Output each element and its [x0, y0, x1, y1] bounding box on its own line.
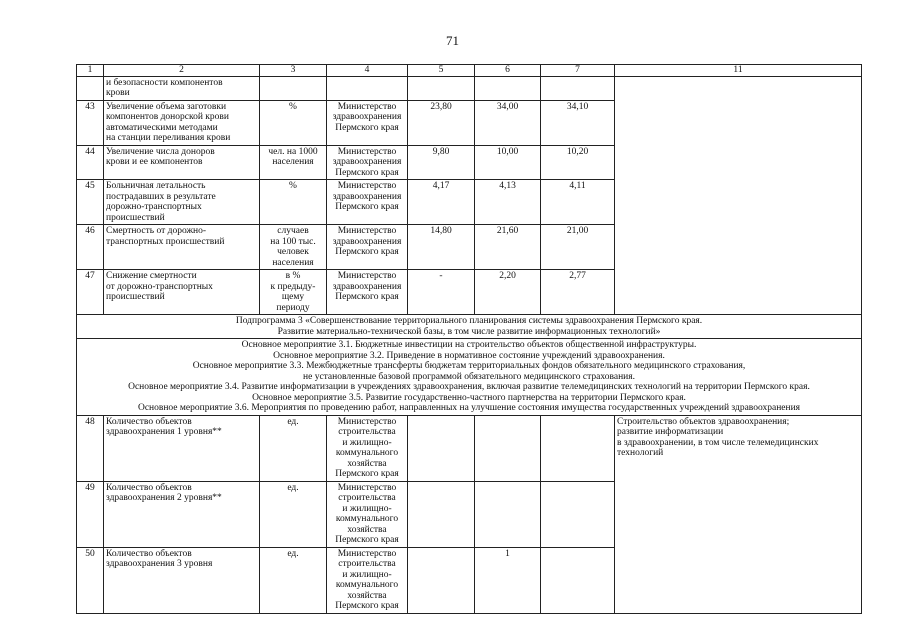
value-cell: 2,20	[475, 270, 541, 315]
unit-cell: ед.	[260, 547, 327, 613]
value-cell	[541, 415, 615, 481]
col11-cell-bottom: Строительство объектов здравоохранения; развитие информатизации в здравоохранении, в том числе телемедицинских технологий	[615, 415, 862, 613]
value-cell: 34,10	[541, 100, 615, 145]
header-row	[77, 65, 862, 77]
subprogram-title: Подпрограмма 3 «Совершенствование территориального планирования системы здравоохранения Пермского края. Развитие материально-технической базы, в том числе развитие информационных технологий»	[77, 315, 862, 339]
value-cell	[541, 76, 615, 100]
value-cell: 21,00	[541, 225, 615, 270]
value-cell	[408, 76, 475, 100]
value-cell	[408, 415, 475, 481]
unit-cell: %	[260, 100, 327, 145]
value-cell: 4,13	[475, 180, 541, 225]
indicator-name: Смертность от дорожно- транспортных происшествий	[104, 225, 260, 270]
responsible-cell: Министерство строительства и жилищно- коммунального хозяйства Пермского края	[327, 415, 408, 481]
unit-cell: ед.	[260, 415, 327, 481]
indicator-name: Количество объектов здравоохранения 2 уровня**	[104, 481, 260, 547]
col11-cell-top	[615, 76, 862, 315]
value-cell: 21,60	[475, 225, 541, 270]
value-cell: 4,11	[541, 180, 615, 225]
row-number: 44	[77, 145, 104, 180]
header-cell: 2	[104, 65, 260, 77]
value-cell: 10,00	[475, 145, 541, 180]
value-cell: 4,17	[408, 180, 475, 225]
value-cell: 23,80	[408, 100, 475, 145]
subprogram-row	[77, 315, 862, 339]
header-cell: 6	[475, 65, 541, 77]
header-cell: 11	[615, 65, 862, 77]
value-cell: 9,80	[408, 145, 475, 180]
row-number: 48	[77, 415, 104, 481]
responsible-cell: Министерство здравоохранения Пермского края	[327, 225, 408, 270]
row-number: 45	[77, 180, 104, 225]
indicator-name: Увеличение числа доноров крови и ее компонентов	[104, 145, 260, 180]
unit-cell: ед.	[260, 481, 327, 547]
value-cell: -	[408, 270, 475, 315]
responsible-cell: Министерство здравоохранения Пермского края	[327, 270, 408, 315]
header-cell: 7	[541, 65, 615, 77]
value-cell	[408, 547, 475, 613]
row-number: 43	[77, 100, 104, 145]
value-cell: 14,80	[408, 225, 475, 270]
indicator-name: Больничная летальность пострадавших в результате дорожно-транспортных происшествий	[104, 180, 260, 225]
value-cell	[475, 76, 541, 100]
responsible-cell: Министерство здравоохранения Пермского края	[327, 180, 408, 225]
row-number: 47	[77, 270, 104, 315]
value-cell	[408, 481, 475, 547]
indicator-name: Количество объектов здравоохранения 3 уровня	[104, 547, 260, 613]
value-cell	[475, 415, 541, 481]
measures-list: Основное мероприятие 3.1. Бюджетные инвестиции на строительство объектов общественной инфраструктуры. Основное мероприятие 3.2. Приведение в нормативное состояние учреждений здравоохранения. Основное мероприятие 3.3. Межбюджетные трансферты бюджетам территориальных фондов обязательного медицинского страхования, не установленные базовой программой обязательного медицинского страхования. Основное мероприятие 3.4. Развитие информатизации в учреждениях здравоохранения, включая развитие телемедицинских технологий на территории Пермского края. Основное мероприятие 3.5. Развитие государственно-частного партнерства на территории Пермского края. Основное мероприятие 3.6. Мероприятия по проведению работ, направленных на улучшение состояния имущества государственных учреждений здравоохранения	[77, 339, 862, 416]
responsible-cell: Министерство здравоохранения Пермского края	[327, 145, 408, 180]
indicator-name: Снижение смертности от дорожно-транспортных происшествий	[104, 270, 260, 315]
responsible-cell: Министерство здравоохранения Пермского края	[327, 100, 408, 145]
indicator-name: Количество объектов здравоохранения 1 уровня**	[104, 415, 260, 481]
unit-cell: чел. на 1000 населения	[260, 145, 327, 180]
header-cell: 4	[327, 65, 408, 77]
value-cell: 34,00	[475, 100, 541, 145]
indicator-name: Увеличение объема заготовки компонентов донорской крови автоматическими методами на станции переливания крови	[104, 100, 260, 145]
header-cell: 3	[260, 65, 327, 77]
indicator-table	[76, 64, 862, 614]
header-cell: 1	[77, 65, 104, 77]
value-cell	[475, 481, 541, 547]
responsible-cell	[327, 76, 408, 100]
row-number	[77, 76, 104, 100]
row-number: 50	[77, 547, 104, 613]
page-number: 71	[446, 33, 459, 48]
unit-cell	[260, 76, 327, 100]
header-cell: 5	[408, 65, 475, 77]
indicator-name: и безопасности компонентов крови	[104, 76, 260, 100]
measures-row	[77, 339, 862, 416]
responsible-cell: Министерство строительства и жилищно- коммунального хозяйства Пермского края	[327, 547, 408, 613]
responsible-cell: Министерство строительства и жилищно- коммунального хозяйства Пермского края	[327, 481, 408, 547]
unit-cell: в % к предыду- щему периоду	[260, 270, 327, 315]
value-cell	[541, 547, 615, 613]
unit-cell: %	[260, 180, 327, 225]
table-row	[77, 76, 862, 100]
value-cell: 1	[475, 547, 541, 613]
row-number: 49	[77, 481, 104, 547]
value-cell: 2,77	[541, 270, 615, 315]
value-cell	[541, 481, 615, 547]
unit-cell: случаев на 100 тыс. человек населения	[260, 225, 327, 270]
value-cell: 10,20	[541, 145, 615, 180]
row-number: 46	[77, 225, 104, 270]
table-row	[77, 415, 862, 481]
